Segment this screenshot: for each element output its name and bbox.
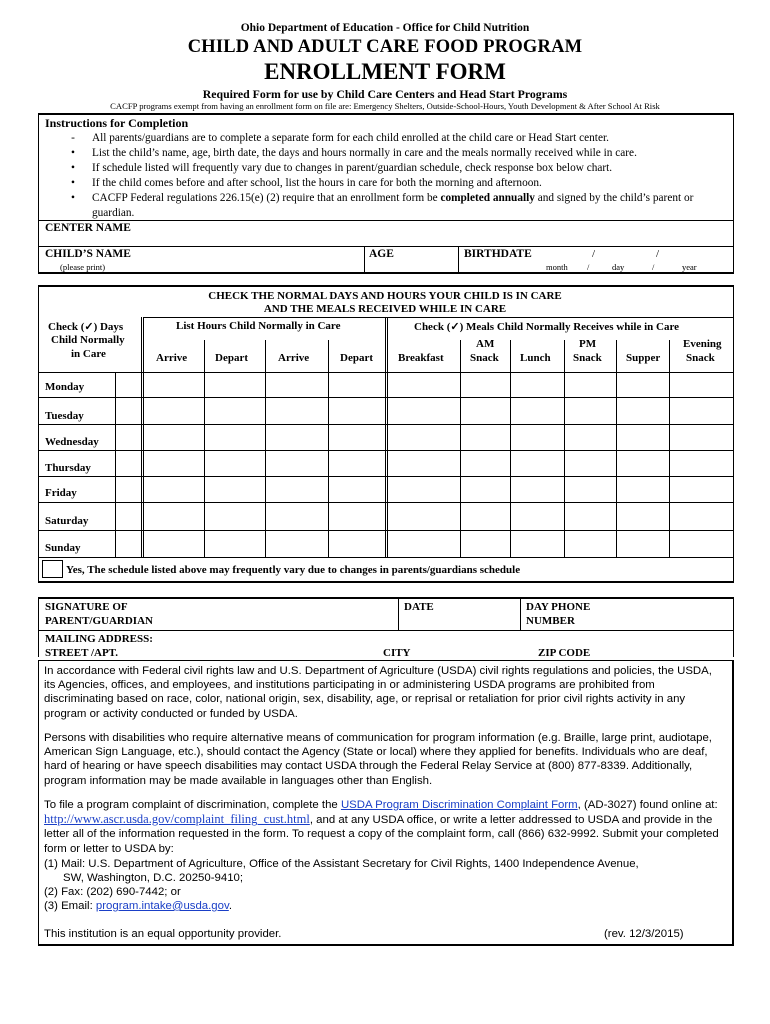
col-evening-snack-l1: Evening xyxy=(683,338,722,350)
birthdate-field[interactable] xyxy=(540,248,730,262)
col-pm-snack: Snack xyxy=(573,352,602,364)
signature-label: SIGNATURE OF xyxy=(45,601,128,613)
date-label: DATE xyxy=(404,601,434,613)
date-slash: / xyxy=(656,248,660,260)
complaint-paragraph: To file a program complaint of discrimination, complete the USDA Program Discrimination Complaint Form, (AD-3027) found online at: http://www.ascr.usda.gov/complaint_filing_cust.html, and at any USDA office, or write a letter addressed to USDA and provide in the letter all of the information requested in the form. To request a copy of the complaint form, call (866) 632-9992. Submit your completed form or letter to USDA by: xyxy=(44,799,719,855)
day-hint: day xyxy=(612,262,625,272)
city-field[interactable] xyxy=(415,645,535,659)
year-hint: year xyxy=(682,262,697,272)
col-evening-snack: Snack xyxy=(686,352,715,364)
schedule-varies-checkbox[interactable] xyxy=(42,560,63,578)
agency-line: Ohio Department of Education - Office for Child Nutrition xyxy=(240,22,530,34)
col-pm-snack-l1: PM xyxy=(579,338,597,350)
instructions-heading: Instructions for Completion xyxy=(45,116,189,130)
birthdate-label: BIRTHDATE xyxy=(464,248,532,260)
exempt-note: CACFP programs exempt from having an enrollment form on file are: Emergency Shelters, Outside-School-Hours, Youth Development & After School At Risk xyxy=(110,101,660,111)
form-title: ENROLLMENT FORM xyxy=(264,59,506,84)
center-name-label: CENTER NAME xyxy=(45,222,131,234)
schedule-title-1: CHECK THE NORMAL DAYS AND HOURS YOUR CHILD IS IN CARE xyxy=(208,290,562,302)
mail-line: (1) Mail: U.S. Department of Agriculture, Office of the Assistant Secretary for Civil Rights, 1400 Independence Avenue, xyxy=(44,858,639,870)
month-hint: month xyxy=(546,262,568,272)
child-name-label: CHILD’S NAME xyxy=(45,248,131,260)
day-wednesday: Wednesday xyxy=(45,436,99,448)
col-arrive-2: Arrive xyxy=(278,352,310,364)
center-name-field[interactable] xyxy=(160,222,720,242)
check-days-header: Check (✓) Days xyxy=(48,321,124,333)
day-saturday: Saturday xyxy=(45,515,89,527)
age-label: AGE xyxy=(369,248,394,260)
signature-field[interactable] xyxy=(170,600,394,628)
day-monday: Monday xyxy=(45,381,85,393)
instructions-list xyxy=(46,131,726,221)
street-label: STREET /APT. xyxy=(45,647,118,659)
meals-header: Check (✓) Meals Child Normally Receives while in Care xyxy=(414,321,680,333)
date-slash: / xyxy=(587,262,590,272)
form-subtitle: Required Form for use by Child Care Centers and Head Start Programs xyxy=(202,87,568,101)
day-thursday: Thursday xyxy=(45,462,91,474)
signature-label-2: PARENT/GUARDIAN xyxy=(45,615,153,627)
day-phone-field[interactable] xyxy=(590,600,730,628)
hours-header: List Hours Child Normally in Care xyxy=(176,320,341,332)
schedule-varies-label: Yes, The schedule listed above may frequently vary due to changes in parents/guardians schedule xyxy=(66,564,521,576)
mailing-address-label: MAILING ADDRESS: xyxy=(45,633,153,645)
revision-date: (rev. 12/3/2015) xyxy=(604,928,684,940)
zip-field[interactable] xyxy=(600,645,728,659)
accessibility-paragraph: Persons with disabilities who require alternative means of communication for program information (e.g. Braille, large print, audiotape, American Sign Language, etc.), should contact the Agency (State or local) where they applied for benefits. Individuals who are deaf, hard of hearing or have speech disabilities may contact USDA through the Federal Relay Service at (800) 877-8339. Additionally, program information may be made available in languages other than English. xyxy=(44,732,712,787)
program-title: CHILD AND ADULT CARE FOOD PROGRAM xyxy=(187,37,583,57)
age-field[interactable] xyxy=(400,248,454,270)
complaint-url-link[interactable]: http://www.ascr.usda.gov/complaint_filing_cust.html xyxy=(44,812,310,827)
fax-line: (2) Fax: (202) 690-7442; or xyxy=(44,886,181,898)
day-phone-label-2: NUMBER xyxy=(526,615,575,627)
col-am-snack-l1: AM xyxy=(476,338,495,350)
check-days-header-2: Child Normally xyxy=(51,334,125,346)
instruction-item: • If the child comes before and after school, list the hours in care for both the morning and afternoon. xyxy=(71,177,542,189)
child-name-hint: (please print) xyxy=(60,262,106,272)
instruction-item: • List the child’s name, age, birth date, the days and hours normally in care and the meals normally received while in care. xyxy=(71,147,637,159)
col-am-snack: Snack xyxy=(470,352,499,364)
instruction-item: - All parents/guardians are to complete a separate form for each child enrolled at the child care or Head Start center. xyxy=(71,132,609,144)
day-tuesday: Tuesday xyxy=(45,410,84,422)
child-name-field[interactable] xyxy=(140,248,360,270)
email-link[interactable]: program.intake@usda.gov xyxy=(95,900,229,912)
complaint-form-link[interactable]: USDA Program Discrimination Complaint Form xyxy=(340,799,578,811)
date-field[interactable] xyxy=(440,600,516,628)
col-depart-2: Depart xyxy=(340,352,373,364)
col-depart-1: Depart xyxy=(215,352,248,364)
mail-line-2: SW, Washington, D.C. 20250-9410; xyxy=(63,872,244,884)
day-friday: Friday xyxy=(45,487,77,499)
email-line: (3) Email: program.intake@usda.gov. xyxy=(44,900,232,912)
date-slash: / xyxy=(592,248,596,260)
col-supper: Supper xyxy=(626,352,661,364)
day-phone-label: DAY PHONE xyxy=(526,601,591,613)
col-lunch: Lunch xyxy=(520,352,551,364)
schedule-body xyxy=(38,372,734,557)
instruction-item-annual: • CACFP Federal regulations 226.15(e) (2) require that an enrollment form be completed annually and signed by the child’s parent or guardian. xyxy=(71,192,694,219)
instruction-item: • If schedule listed will frequently vary due to changes in parent/guardian schedule, check response box below chart. xyxy=(71,162,613,174)
col-breakfast: Breakfast xyxy=(398,352,444,364)
col-arrive-1: Arrive xyxy=(156,352,188,364)
city-label: CITY xyxy=(383,647,411,659)
zip-label: ZIP CODE xyxy=(538,647,591,659)
equal-opportunity-statement: This institution is an equal opportunity provider. xyxy=(44,928,282,940)
day-sunday: Sunday xyxy=(45,542,81,554)
schedule-title-2: AND THE MEALS RECEIVED WHILE IN CARE xyxy=(263,303,507,315)
street-field[interactable] xyxy=(130,645,380,659)
date-slash: / xyxy=(652,262,655,272)
check-days-header-3: in Care xyxy=(71,348,106,360)
civil-rights-paragraph: In accordance with Federal civil rights law and U.S. Department of Agriculture (USDA) civil rights regulations and policies, the USDA, its Agencies, offices, and employees, and institutions participating in or administering USDA programs are prohibited from discriminating based on race, color, national origin, sex, disability, age, or reprisal or retaliation for prior civil rights activity in any program or activity conducted or funded by USDA. xyxy=(44,665,712,720)
